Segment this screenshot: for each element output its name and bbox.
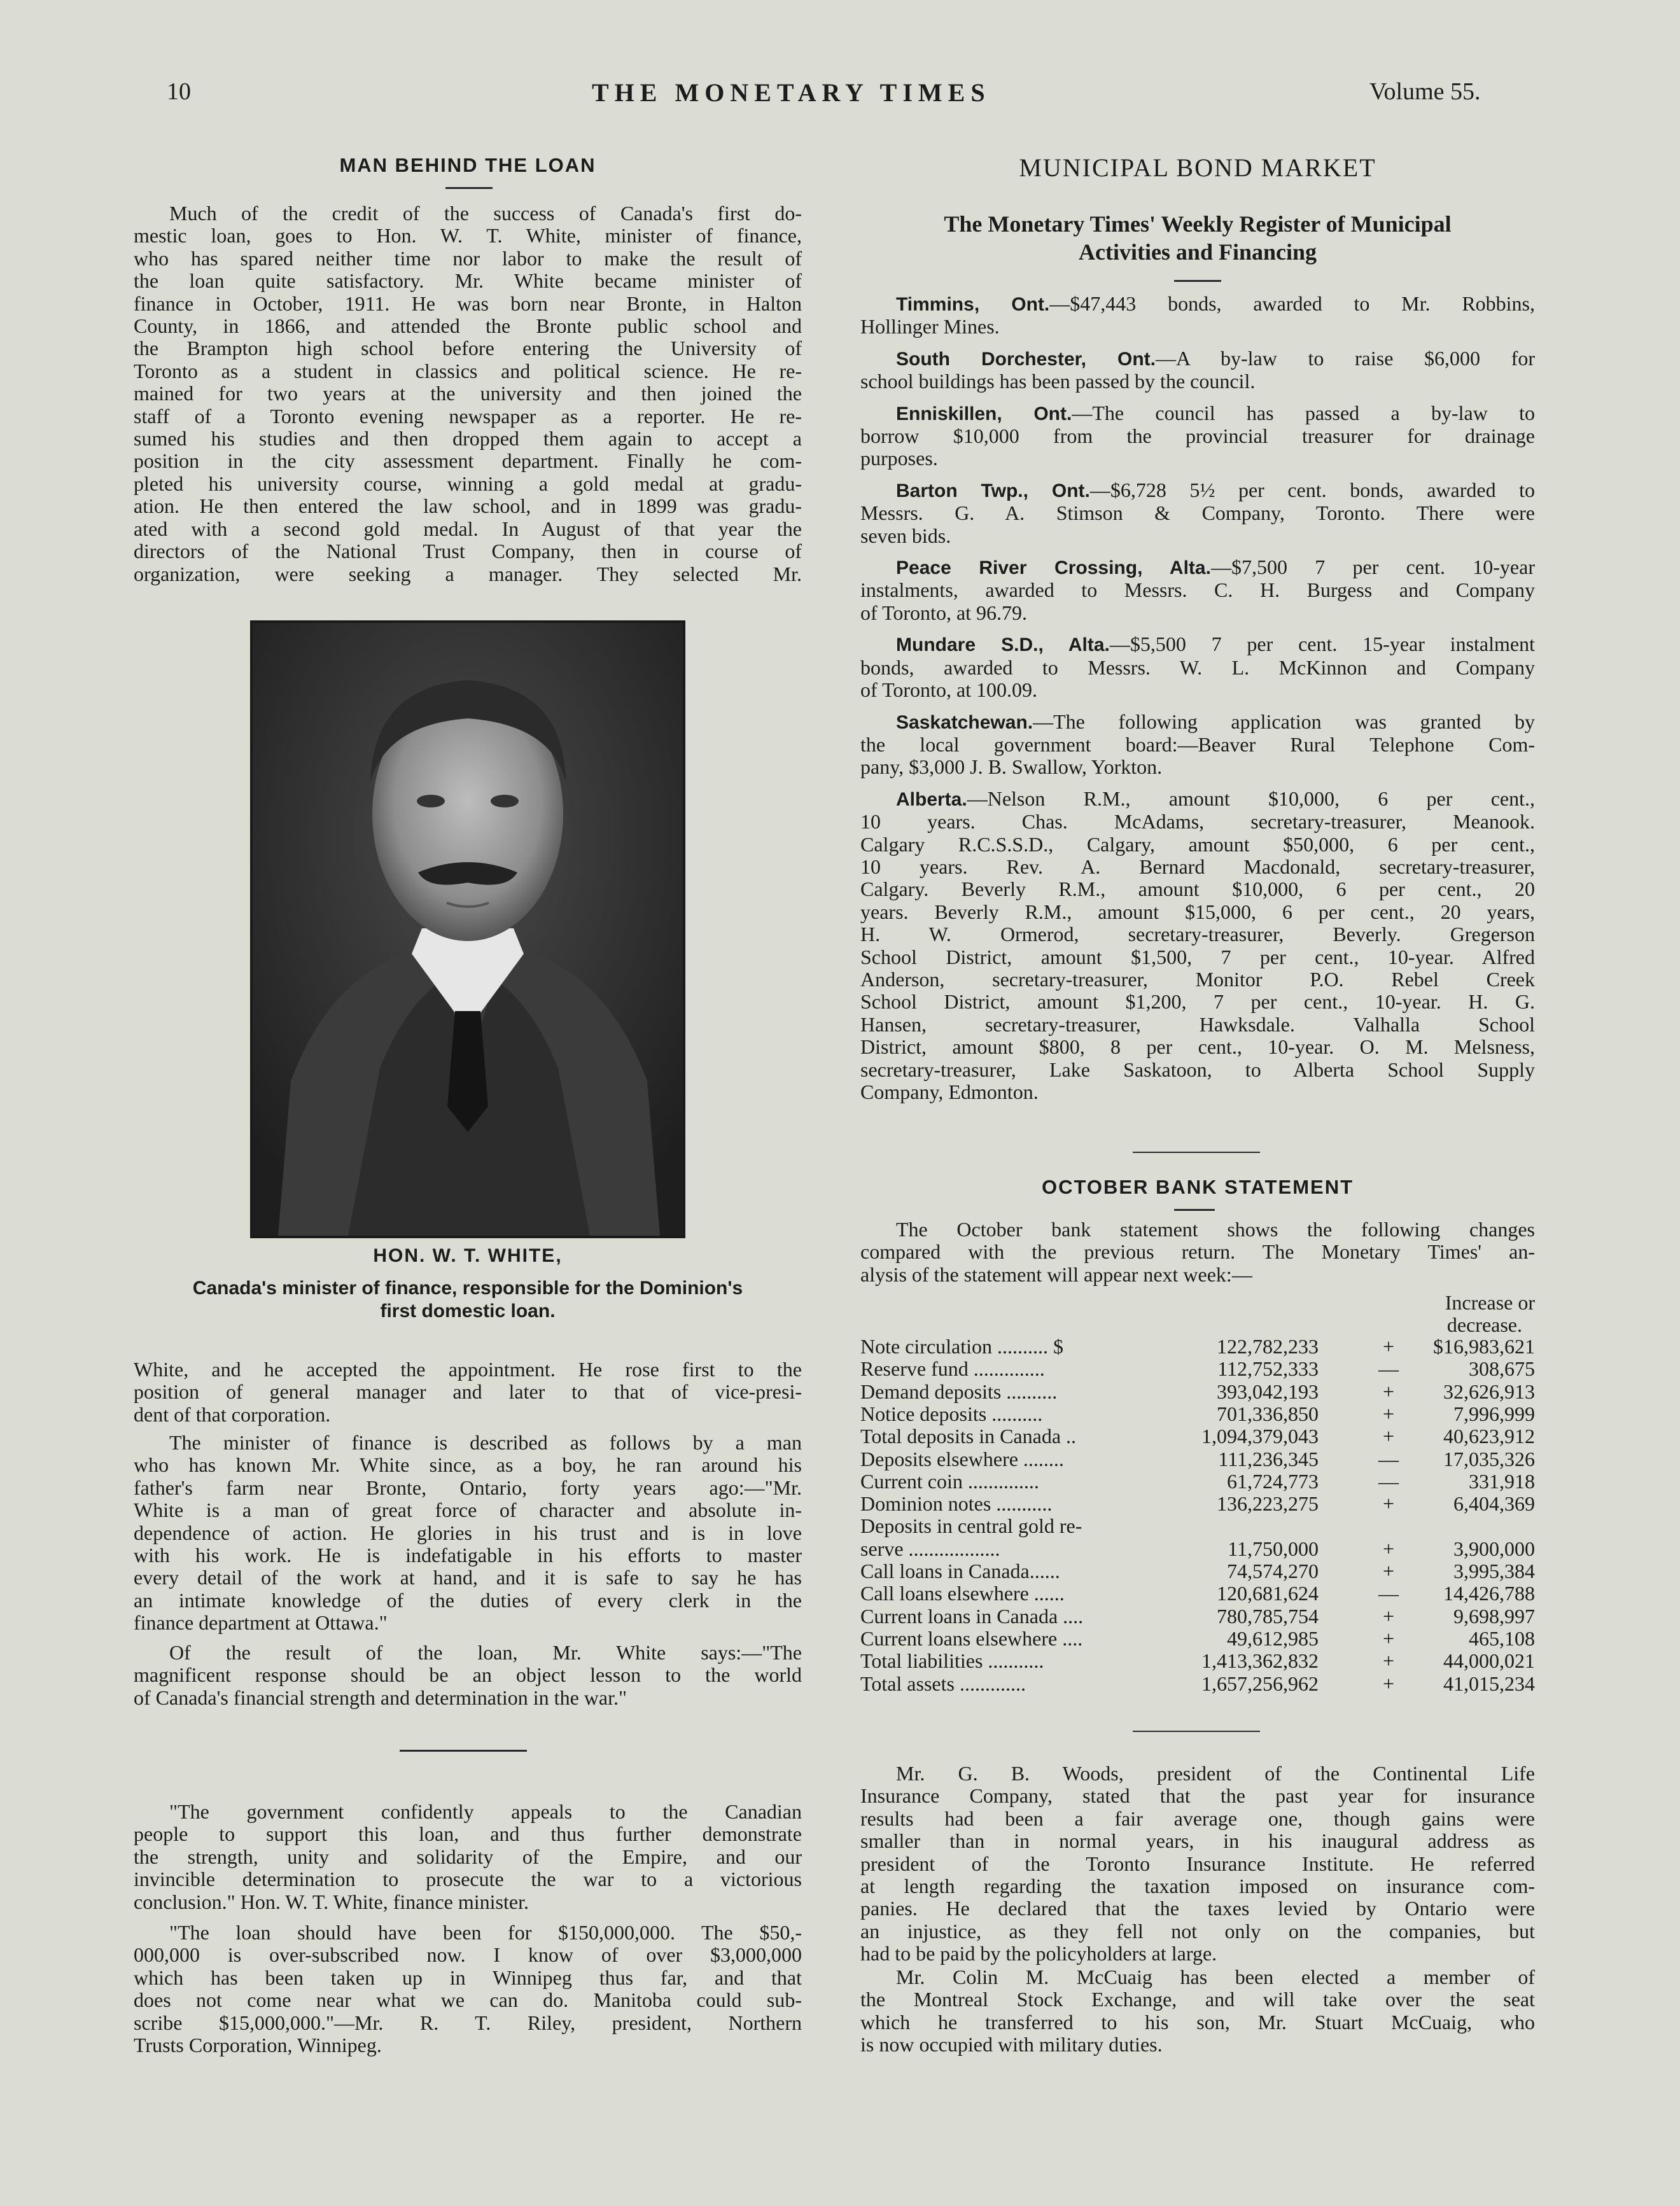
subtitle-divider (1174, 280, 1221, 282)
text-line: County, in 1866, and attended the Bronte public school and (134, 314, 802, 338)
bank-column-header (860, 1292, 1535, 1336)
bank-row-label: Call loans elsewhere ...... (860, 1582, 1065, 1605)
municipal-item-line: years. Beverly R.M., amount $15,000, 6 per cent., 20 years, (860, 900, 1535, 923)
municipal-bond-market-title: MUNICIPAL BOND MARKET (1019, 153, 1376, 182)
page-number: 10 (167, 78, 191, 105)
text-line: organization, were seeking a manager. They selected Mr. (134, 562, 802, 585)
municipal-item-line (860, 347, 1535, 370)
text-line: mained for two years at the university and then joined the (134, 382, 802, 405)
bank-table-row (860, 1605, 1535, 1628)
bank-row-label: Current loans in Canada .... (860, 1604, 1084, 1628)
municipal-item (860, 293, 1535, 339)
municipal-item-line: seven bids. (860, 524, 951, 547)
municipal-items-list (860, 293, 1535, 1112)
bank-row-amount: 74,574,270 (1227, 1560, 1319, 1582)
text-line: the Montreal Stock Exchange, and will take over the seat (860, 1988, 1535, 2011)
text-line: at length regarding the taxation imposed on insurance com- (860, 1874, 1535, 1898)
bank-intro (860, 1218, 1535, 1286)
text-line: finance in October, 1911. He was born near Bronte, in Halton (134, 291, 802, 315)
municipal-item-place: Saskatchewan. (896, 711, 1033, 733)
bank-table-row (860, 1448, 1535, 1470)
municipal-item-text: —The council has passed a by-law to (1072, 401, 1535, 424)
bank-table-row (860, 1582, 1535, 1605)
municipal-item-line: Calgary. Beverly R.M., amount $10,000, 6 per cent., 20 (860, 877, 1535, 901)
text-line: mestic loan, goes to Hon. W. T. White, minister of finance, (134, 224, 802, 248)
text-line: who has known Mr. White since, as a boy, he ran around his (134, 1453, 802, 1477)
text-line: ation. He then entered the law school, and in 1899 was gradu- (134, 494, 802, 518)
text-line: the loan quite satisfactory. Mr. White became minister of (134, 269, 802, 293)
bank-row-change: 7,996,999 (1453, 1402, 1535, 1425)
text-line: panies. He declared that the taxes levied by Ontario were (860, 1897, 1535, 1920)
bank-row-change: 308,675 (1469, 1357, 1535, 1381)
bank-row-sign: — (1378, 1447, 1399, 1470)
municipal-item-line: the local government board:—Beaver Rural Telephone Com- (860, 732, 1535, 756)
bank-row-sign: — (1378, 1357, 1399, 1381)
bank-row-label: Current coin .............. (860, 1469, 1039, 1493)
municipal-item-line: secretary-treasurer, Lake Saskatoon, to Alberta School Supply (860, 1058, 1535, 1081)
bank-row-label: serve .................. (860, 1537, 1000, 1560)
mccuaig-paragraph (860, 1966, 1535, 2056)
bank-row-amount: 61,724,773 (1227, 1469, 1319, 1493)
bank-row-sign: + (1382, 1649, 1395, 1673)
bank-row-label: Notice deposits .......... (860, 1402, 1043, 1425)
bank-row-label: Total liabilities ........... (860, 1649, 1044, 1673)
text-line: invincible determination to prosecute the war to a victorious (134, 1867, 802, 1891)
municipal-item-place: South Dorchester, Ont. (896, 348, 1156, 370)
text-line: Trusts Corporation, Winnipeg. (134, 2034, 382, 2057)
municipal-item-line: of Toronto, at 100.09. (860, 678, 1038, 702)
municipal-item-line (860, 479, 1535, 502)
bank-table-row (860, 1335, 1535, 1358)
text-line: magnificent response should be an object lesson to the world (134, 1663, 802, 1687)
text-line: staff of a Toronto evening newspaper as a reporter. He re- (134, 404, 802, 428)
bank-row-amount: 701,336,850 (1217, 1402, 1319, 1425)
bank-row-change: 3,995,384 (1453, 1560, 1535, 1582)
quote-white (134, 1801, 802, 1913)
bank-row-sign: + (1382, 1672, 1395, 1695)
text-line: 000,000 is over-subscribed now. I know of over $3,000,000 (134, 1943, 802, 1967)
municipal-item-place: Alberta. (896, 788, 967, 810)
bank-row-change: 40,623,912 (1443, 1425, 1535, 1448)
text-line: pleted his university course, winning a gold medal at gradu- (134, 471, 802, 495)
bank-row-amount: 393,042,193 (1217, 1379, 1319, 1403)
text-line: dent of that corporation. (134, 1402, 331, 1426)
photo-caption-description (134, 1277, 802, 1323)
article-para-2 (134, 1358, 802, 1426)
municipal-item-line: Hollinger Mines. (860, 315, 1000, 339)
municipal-item-line (860, 402, 1535, 425)
municipal-item (860, 479, 1535, 547)
text-line: an intimate knowledge of the duties of every clerk in the (134, 1588, 802, 1612)
bank-table-row (860, 1492, 1535, 1515)
text-line: with his work. He is indefatigable in his efforts to master (134, 1544, 802, 1567)
municipal-item (860, 347, 1535, 393)
bank-row-label: Dominion notes ........... (860, 1492, 1053, 1516)
bank-table-row (860, 1649, 1535, 1672)
municipal-item-text: —The following application was granted by (1033, 709, 1535, 733)
municipal-item-line: 10 years. Chas. McAdams, secretary-treasurer, Meanook. (860, 810, 1535, 834)
text-line: president of the Toronto Insurance Institute. He referred (860, 1852, 1535, 1875)
municipal-item-line (860, 633, 1535, 656)
bank-section-divider (1133, 1152, 1260, 1153)
text-line: the strength, unity and solidarity of the Empire, and our (134, 1845, 802, 1868)
municipal-item-line: 10 years. Rev. A. Bernard Macdonald, secretary-treasurer, (860, 855, 1535, 878)
bank-table-row (860, 1357, 1535, 1380)
bank-row-amount: 122,782,233 (1217, 1335, 1319, 1358)
text-line: which he transferred to his son, Mr. Stuart McCuaig, who (860, 2010, 1535, 2034)
text-line: White is a man of great force of character and absolute in- (134, 1498, 802, 1522)
quote-riley (134, 1922, 802, 2056)
portrait-of-w-t-white (253, 623, 683, 1236)
municipal-item-place: Mundare S.D., Alta. (896, 634, 1110, 656)
bank-row-amount: 112,752,333 (1217, 1357, 1319, 1381)
municipal-item-line (860, 711, 1535, 734)
text-line: compared with the previous return. The Monetary Times' an- (860, 1240, 1535, 1264)
text-line: alysis of the statement will appear next week:— (860, 1262, 1252, 1286)
bank-row-change: 331,918 (1469, 1469, 1535, 1493)
bank-row-change: 14,426,788 (1443, 1582, 1535, 1605)
article-para-3 (134, 1432, 802, 1635)
bank-row-amount: 120,681,624 (1217, 1582, 1319, 1605)
text-line: Of the result of the loan, Mr. White says:—"The (169, 1641, 802, 1664)
text-line: an injustice, as they fell not only on the companies, but (860, 1919, 1535, 1943)
text-line: "The loan should have been for $150,000,000. The $50,- (169, 1921, 802, 1944)
municipal-item (860, 402, 1535, 470)
subtitle-line-1: The Monetary Times' Weekly Register of Municipal (944, 211, 1452, 237)
text-line: father's farm near Bronte, Ontario, forty years ago:—"Mr. (134, 1476, 802, 1499)
text-line: Insurance Company, stated that the past year for insurance (860, 1784, 1535, 1808)
text-line: scribe $15,000,000."—Mr. R. T. Riley, president, Northern (134, 2011, 802, 2034)
bank-row-amount: 1,094,379,043 (1201, 1425, 1319, 1448)
bank-statement-title: OCTOBER BANK STATEMENT (1041, 1176, 1354, 1198)
municipal-item (860, 556, 1535, 624)
municipal-item-line: instalments, awarded to Messrs. C. H. Burgess and Company (860, 578, 1535, 602)
text-line: Much of the credit of the success of Canada's first do- (169, 202, 802, 225)
bank-table-row (860, 1537, 1535, 1560)
bank-row-change: 6,404,369 (1453, 1492, 1535, 1516)
volume-label: Volume 55. (1369, 78, 1481, 105)
bank-col-head-1: Increase or (1445, 1291, 1535, 1314)
municipal-item-line (860, 788, 1535, 811)
text-line: of Canada's financial strength and determination in the war." (134, 1686, 627, 1709)
municipal-item-line (860, 556, 1535, 579)
portrait-photo (250, 620, 685, 1238)
municipal-item (860, 788, 1535, 1104)
bank-table-row (860, 1425, 1535, 1448)
bank-row-sign: + (1382, 1425, 1395, 1448)
municipal-item-line: Calgary R.C.S.S.D., Calgary, amount $50,000, 6 per cent., (860, 832, 1535, 856)
bank-row-change: 465,108 (1469, 1626, 1535, 1650)
text-line: The October bank statement shows the following changes (896, 1218, 1535, 1241)
bank-col-head-2: decrease. (1446, 1313, 1522, 1336)
article-title-man-behind-loan: MAN BEHIND THE LOAN (339, 154, 596, 176)
text-line: is now occupied with military duties. (860, 2033, 1163, 2056)
bank-row-label: Deposits in central gold re- (860, 1514, 1082, 1538)
bank-row-sign: + (1382, 1626, 1395, 1650)
text-line: the Brampton high school before entering the University of (134, 337, 802, 360)
bank-table-row (860, 1380, 1535, 1403)
municipal-item-line: District, amount $800, 8 per cent., 10-year. O. M. Melsness, (860, 1035, 1535, 1059)
text-line: every detail of the work at hand, and it is safe to say he has (134, 1566, 802, 1589)
text-line: position in the city assessment department. Finally he com- (134, 449, 802, 473)
text-line: Toronto as a student in classics and political science. He re- (134, 359, 802, 382)
photo-caption-line-2: first domestic loan. (380, 1301, 556, 1322)
bank-row-label: Call loans in Canada...... (860, 1560, 1060, 1582)
municipal-item-text: —$6,728 5½ per cent. bonds, awarded to (1089, 478, 1535, 501)
bank-row-label: Deposits elsewhere ........ (860, 1447, 1064, 1470)
municipal-item-text: —$47,443 bonds, awarded to Mr. Robbins, (1049, 292, 1535, 315)
bank-row-amount: 11,750,000 (1228, 1537, 1319, 1560)
municipal-item-line: Anderson, secretary-treasurer, Monitor P.O. Rebel Creek (860, 967, 1535, 991)
photo-caption-line-1: Canada's minister of finance, responsible for the Dominion's (192, 1278, 743, 1299)
municipal-item-place: Peace River Crossing, Alta. (896, 557, 1211, 579)
bank-row-amount: 111,236,345 (1218, 1447, 1319, 1470)
bank-row-amount: 1,413,362,832 (1201, 1649, 1319, 1673)
municipal-item-line: H. W. Ormerod, secretary-treasurer, Beverly. Gregerson (860, 923, 1535, 946)
text-line: sumed his studies and then dropped them again to accept a (134, 427, 802, 450)
section-divider (400, 1750, 527, 1752)
woods-paragraph (860, 1763, 1535, 1965)
title-divider (445, 187, 493, 189)
text-line: White, and he accepted the appointment. He rose first to the (134, 1358, 802, 1381)
municipal-item-line: School District, amount $1,500, 7 per cent., 10-year. Alfred (860, 945, 1535, 968)
text-line: people to support this loan, and thus further demonstrate (134, 1822, 802, 1846)
bank-row-sign: + (1382, 1335, 1395, 1358)
text-line: The minister of finance is described as follows by a man (169, 1431, 802, 1454)
bank-row-sign: + (1382, 1379, 1395, 1403)
bank-table-row (860, 1627, 1535, 1650)
bank-row-sign: + (1382, 1492, 1395, 1516)
bank-row-change: 3,900,000 (1453, 1537, 1535, 1560)
municipal-item-line: school buildings has been passed by the council. (860, 370, 1256, 393)
bank-row-sign: + (1382, 1560, 1395, 1582)
bank-row-sign: + (1382, 1604, 1395, 1628)
bank-row-amount: 1,657,256,962 (1201, 1672, 1319, 1695)
municipal-item-place: Timmins, Ont. (896, 294, 1050, 315)
text-line: "The government confidently appeals to the Canadian (169, 1800, 802, 1823)
bank-row-change: 32,626,913 (1443, 1379, 1535, 1403)
municipal-item-line: Company, Edmonton. (860, 1080, 1039, 1103)
municipal-item-line (860, 293, 1535, 316)
bank-row-label: Current loans elsewhere .... (860, 1626, 1083, 1650)
text-line: directors of the National Trust Company, then in course of (134, 540, 802, 563)
municipal-item (860, 711, 1535, 779)
text-line: results had been a fair average one, though gains were (860, 1806, 1535, 1830)
bank-table-row (860, 1470, 1535, 1493)
bank-row-amount: 49,612,985 (1227, 1626, 1319, 1650)
bank-row-sign: — (1378, 1469, 1399, 1493)
photo-caption-name: HON. W. T. WHITE, (373, 1245, 563, 1266)
municipal-item-text: —$7,500 7 per cent. 10-year (1210, 555, 1535, 579)
municipal-item-line: Hansen, secretary-treasurer, Hawksdale. Valhalla School (860, 1012, 1535, 1036)
bank-table-row (860, 1672, 1535, 1695)
text-line: Mr. Colin M. McCuaig has been elected a member of (896, 1965, 1535, 1988)
bank-row-change: 44,000,021 (1443, 1649, 1535, 1673)
municipal-item-line: of Toronto, at 96.79. (860, 601, 1028, 624)
bank-row-sign: + (1382, 1402, 1395, 1425)
municipal-item-place: Barton Twp., Ont. (896, 480, 1090, 501)
municipal-register-subtitle (860, 210, 1535, 266)
woods-divider (1133, 1731, 1260, 1732)
municipal-item-line: purposes. (860, 447, 938, 470)
municipal-item-text: —$5,500 7 per cent. 15-year instalment (1109, 632, 1535, 656)
article-para-1 (134, 202, 802, 585)
bank-row-label: Total assets ............. (860, 1672, 1026, 1695)
bank-row-amount: 136,223,275 (1217, 1492, 1319, 1516)
article-para-4 (134, 1642, 802, 1709)
text-line: which has been taken up in Winnipeg thus far, and that (134, 1965, 802, 1989)
bank-row-change: 17,035,326 (1443, 1447, 1535, 1470)
text-line: Mr. G. B. Woods, president of the Continental Life (896, 1762, 1535, 1785)
text-line: conclusion." Hon. W. T. White, finance minister. (134, 1890, 529, 1913)
municipal-item-line: Messrs. G. A. Stimson & Company, Toronto. There were (860, 501, 1535, 525)
text-line: does not come near what we can do. Manitoba could sub- (134, 1988, 802, 2012)
text-line: had to be paid by the policyholders at large. (860, 1942, 1217, 1965)
subtitle-line-2: Activities and Financing (1078, 239, 1317, 265)
text-line: who has spared neither time nor labor to make the result of (134, 246, 802, 270)
bank-row-sign: — (1378, 1582, 1399, 1605)
text-line: finance department at Ottawa." (134, 1611, 388, 1635)
masthead: THE MONETARY TIMES (592, 78, 991, 107)
municipal-item-line: School District, amount $1,200, 7 per cent., 10-year. H. G. (860, 990, 1535, 1014)
bank-row-sign: + (1382, 1537, 1395, 1560)
municipal-item (860, 633, 1535, 701)
text-line: position of general manager and later to that of vice-presi- (134, 1380, 802, 1404)
bank-table-row (860, 1514, 1535, 1537)
text-line: dependence of action. He glories in his trust and is in love (134, 1521, 802, 1544)
bank-row-label: Total deposits in Canada .. (860, 1425, 1077, 1448)
bank-table-row (860, 1560, 1535, 1582)
bank-row-amount: 780,785,754 (1217, 1604, 1319, 1628)
bank-row-change: 9,698,997 (1453, 1604, 1535, 1628)
municipal-item-line: pany, $3,000 J. B. Swallow, Yorkton. (860, 755, 1163, 779)
text-line: smaller than in normal years, in his inaugural address as (860, 1829, 1535, 1853)
bank-row-change: 41,015,234 (1443, 1672, 1535, 1695)
municipal-item-line: borrow $10,000 from the provincial treasurer for drainage (860, 424, 1535, 448)
bank-row-label: Reserve fund .............. (860, 1357, 1045, 1381)
municipal-item-place: Enniskillen, Ont. (896, 403, 1072, 424)
page-header (0, 78, 1680, 116)
municipal-item-line: bonds, awarded to Messrs. W. L. McKinnon and Company (860, 655, 1535, 679)
bank-title-divider (1174, 1209, 1215, 1211)
text-line: ated with a second gold medal. In August of that year the (134, 517, 802, 540)
bank-row-label: Note circulation .......... $ (860, 1335, 1064, 1358)
municipal-item-text: —Nelson R.M., amount $10,000, 6 per cent., (967, 786, 1535, 810)
bank-table-row (860, 1402, 1535, 1425)
municipal-item-text: —A by-law to raise $6,000 for (1155, 346, 1535, 370)
bank-row-change: $16,983,621 (1433, 1335, 1535, 1358)
bank-row-label: Demand deposits .......... (860, 1379, 1058, 1403)
